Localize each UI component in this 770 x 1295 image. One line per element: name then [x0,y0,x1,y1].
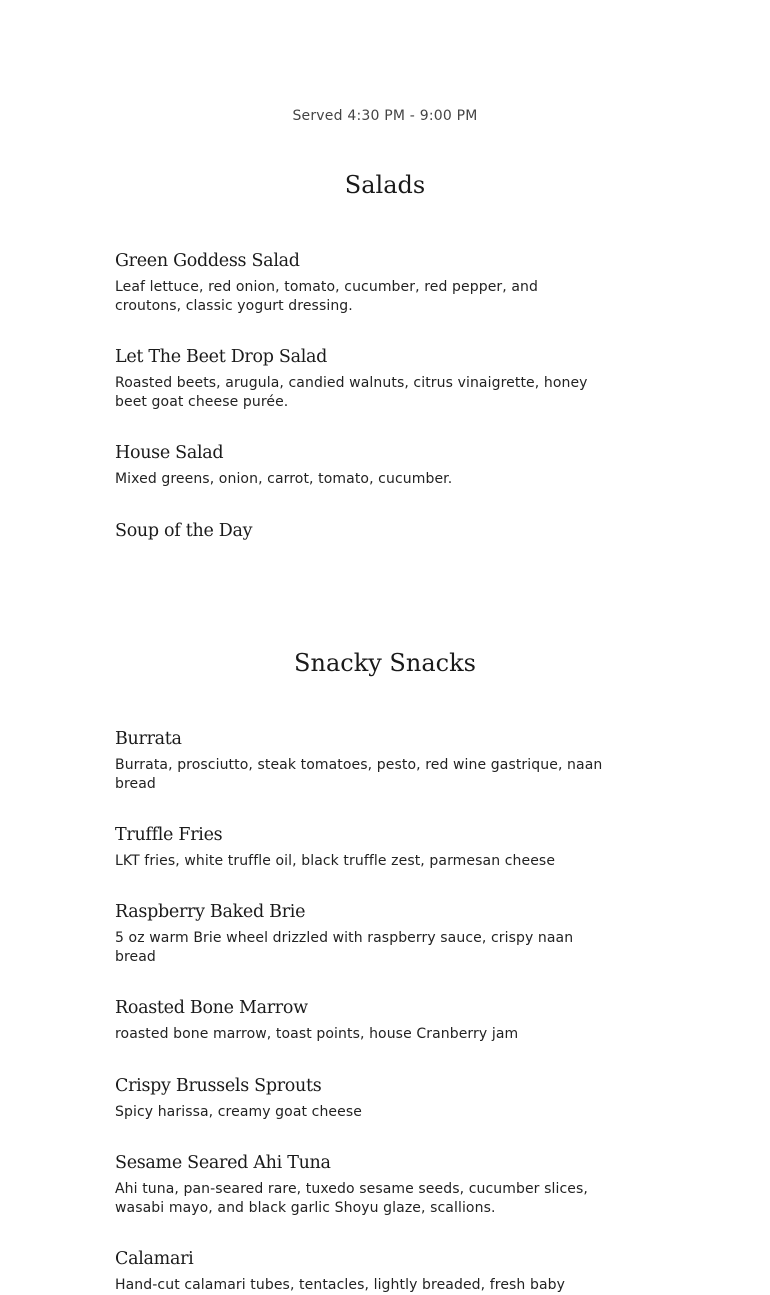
menu-item [115,997,605,1044]
section-title-snacky-snacks: Snacky Snacks [294,649,476,677]
menu-item-name: Burrata [115,729,182,749]
served-hours: Served 4:30 PM - 9:00 PM [292,108,478,124]
menu-item-description: Ahi tuna, pan-seared rare, tuxedo sesame seeds, cucumber slices, wasabi mayo, and black garlic Shoyu glaze, scallions. [115,1181,588,1216]
menu-item-name: Truffle Fries [115,825,223,845]
menu-item-name: Crispy Brussels Sprouts [115,1076,322,1096]
menu-item-description: Hand-cut calamari tubes, tentacles, lightly breaded, fresh baby [115,1277,565,1293]
menu-item-description: LKT fries, white truffle oil, black truffle zest, parmesan cheese [115,853,556,869]
menu-item [115,346,605,412]
menu-item [115,520,605,548]
menu-item [115,824,605,871]
menu-item-description: 5 oz warm Brie wheel drizzled with raspberry sauce, crispy naan bread [115,930,574,965]
menu-item-description: roasted bone marrow, toast points, house Cranberry jam [115,1026,519,1042]
menu-item [115,1152,605,1218]
menu-item-name: Let The Beet Drop Salad [115,347,328,367]
menu-item-description: Spicy harissa, creamy goat cheese [115,1104,362,1120]
menu-item-description: Roasted beets, arugula, candied walnuts, citrus vinaigrette, honey beet goat cheese purée. [115,375,588,410]
menu-item [115,728,605,794]
menu-item [115,1248,605,1295]
menu-item-name: Roasted Bone Marrow [115,998,308,1018]
menu-item [115,250,605,316]
menu-item-name: Green Goddess Salad [115,251,300,271]
menu-item-description: Burrata, prosciutto, steak tomatoes, pesto, red wine gastrique, naan bread [115,757,603,792]
menu-item-name: Soup of the Day [115,521,253,541]
menu-item-name: House Salad [115,443,224,463]
menu-item-name: Calamari [115,1249,194,1269]
menu-item [115,1075,605,1122]
section-title-salads: Salads [344,171,426,199]
menu-item-name: Sesame Seared Ahi Tuna [115,1153,331,1173]
menu-item [115,442,605,489]
menu-item-description: Mixed greens, onion, carrot, tomato, cucumber. [115,471,453,487]
menu-item [115,901,605,967]
menu-item-description: Leaf lettuce, red onion, tomato, cucumber, red pepper, and croutons, classic yogurt dressing. [115,279,538,314]
menu-item-name: Raspberry Baked Brie [115,902,306,922]
